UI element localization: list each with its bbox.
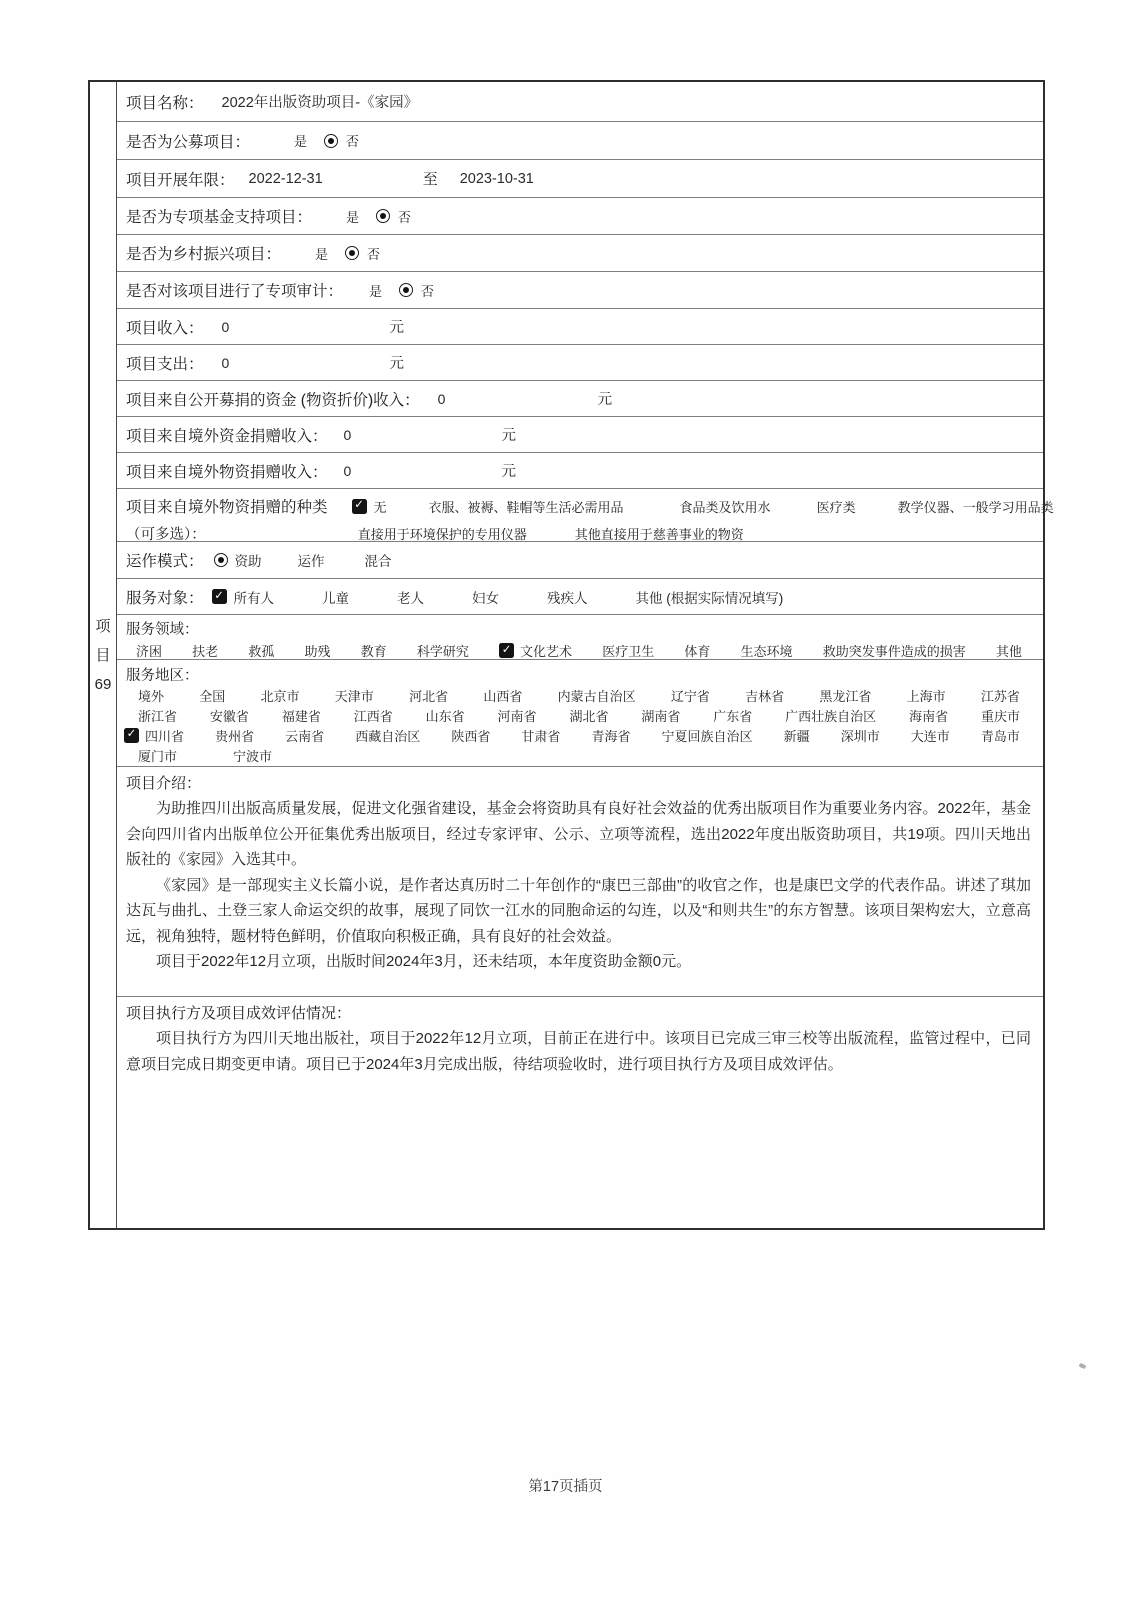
project-income-value: 0 bbox=[221, 318, 230, 335]
option-yes: 是 bbox=[315, 246, 329, 262]
row-project-period bbox=[117, 160, 1043, 198]
project-name-label: 项目名称： bbox=[126, 94, 204, 112]
goods-type-line-2 bbox=[126, 523, 1034, 544]
option-no: 否 bbox=[367, 246, 381, 262]
service-area-option: 云南省 bbox=[285, 728, 325, 744]
public-donation-income-label: 项目来自公开募捐的资金 (物资折价)收入： bbox=[126, 391, 420, 409]
service-area-option: 福建省 bbox=[281, 708, 321, 724]
row-project-name bbox=[117, 82, 1043, 122]
row-overseas-fund-income bbox=[117, 417, 1043, 453]
option-no: 否 bbox=[421, 283, 435, 299]
service-field-label: 服务领域： bbox=[126, 622, 199, 638]
side-char-2: 目 bbox=[95, 647, 111, 664]
service-target-option: 残疾人 bbox=[547, 590, 588, 606]
side-char-1: 项 bbox=[95, 618, 111, 635]
form-main-column bbox=[117, 82, 1054, 1228]
row-project-intro bbox=[117, 767, 1043, 997]
service-field-option: 生态环境 bbox=[740, 644, 793, 659]
goods-type-option: 医疗类 bbox=[816, 499, 856, 515]
goods-type-checked-option: 无 bbox=[373, 499, 387, 515]
service-area-option: 上海市 bbox=[906, 688, 946, 704]
overseas-fund-income-label: 项目来自境外资金捐赠收入： bbox=[126, 427, 328, 445]
row-public-fundraising bbox=[117, 122, 1043, 160]
project-name-value: 2022年出版资助项目-《家园》 bbox=[221, 95, 419, 111]
service-target-label: 服务对象： bbox=[126, 589, 204, 607]
service-field-option: 科学研究 bbox=[416, 644, 469, 659]
service-area-option: 青海省 bbox=[591, 728, 631, 744]
project-index-label bbox=[90, 612, 116, 699]
project-intro-paragraph-3: 项目于2022年12月立项，出版时间2024年3月，还未结项，本年度资助金额0元。 bbox=[156, 953, 692, 970]
project-expense-value: 0 bbox=[221, 354, 230, 371]
row-special-fund bbox=[117, 198, 1043, 235]
option-yes: 是 bbox=[369, 283, 383, 299]
row-public-donation-income bbox=[117, 381, 1043, 417]
row-operation-mode bbox=[117, 542, 1043, 579]
special-fund-label: 是否为专项基金支持项目： bbox=[126, 209, 313, 226]
service-target-option: 儿童 bbox=[322, 590, 350, 606]
special-audit-label: 是否对该项目进行了专项审计： bbox=[126, 283, 344, 300]
service-area-label: 服务地区： bbox=[126, 668, 199, 684]
service-area-option: 黑龙江省 bbox=[819, 688, 872, 704]
service-area-option: 大连市 bbox=[910, 728, 950, 744]
overseas-goods-income-value: 0 bbox=[343, 462, 352, 479]
checkbox-checked-icon bbox=[352, 499, 367, 514]
public-donation-income-value: 0 bbox=[437, 390, 446, 407]
service-area-option: 重庆市 bbox=[980, 708, 1020, 724]
operation-mode-option: 运作 bbox=[297, 554, 325, 569]
service-field-option: 助残 bbox=[304, 644, 331, 659]
service-field-option: 救孤 bbox=[248, 644, 275, 659]
goods-type-option: 衣服、被褥、鞋帽等生活必需用品 bbox=[428, 499, 624, 515]
service-area-option: 天津市 bbox=[334, 688, 374, 704]
radio-selected-icon bbox=[345, 246, 359, 260]
checkbox-checked-icon bbox=[212, 589, 227, 604]
project-intro-paragraph-2: 《家园》是一部现实主义长篇小说，是作者达真历时二十年创作的“康巴三部曲”的收官之作，也是康巴文学的代表作品。讲述了琪加达瓦与曲扎、土登三家人命运交织的故事，展现了同饮一江水的同胞命运的勾连，以及“和则共生”的东方智慧。该项目架构宏大，立意高远，视角独特，题材特色鲜明，价值取向积极正确，具有良好的社会效益。 bbox=[126, 876, 1031, 945]
goods-type-option: 其他直接用于慈善事业的物资 bbox=[574, 527, 744, 542]
goods-type-label-multiselect: （可多选）： bbox=[126, 527, 206, 543]
project-income-label: 项目收入： bbox=[126, 319, 204, 337]
service-area-checked: 四川省 bbox=[145, 728, 185, 744]
side-number: 69 bbox=[94, 676, 112, 693]
checkbox-checked-icon bbox=[499, 643, 514, 658]
service-target-option: 老人 bbox=[397, 590, 425, 606]
service-field-checked-item bbox=[499, 641, 572, 660]
service-field-option: 救助突发事件造成的损害 bbox=[822, 644, 966, 659]
operation-mode-option: 混合 bbox=[364, 554, 392, 569]
option-yes: 是 bbox=[294, 134, 308, 149]
period-to-label: 至 bbox=[422, 171, 438, 188]
service-area-option: 境外 bbox=[138, 688, 165, 704]
service-field-option: 济困 bbox=[136, 644, 163, 659]
row-project-income bbox=[117, 309, 1043, 345]
goods-type-option: 教学仪器、一般学习用品类 bbox=[897, 499, 1054, 515]
service-area-option: 山西省 bbox=[483, 688, 523, 704]
service-target-option: 其他 (根据实际情况填写) bbox=[635, 590, 784, 606]
service-area-line-4 bbox=[126, 745, 1034, 765]
option-no: 否 bbox=[346, 134, 360, 149]
public-fundraising-label: 是否为公募项目： bbox=[126, 133, 251, 151]
service-area-option: 河南省 bbox=[497, 708, 537, 724]
service-area-option: 宁波市 bbox=[233, 748, 273, 764]
project-index-cell bbox=[90, 82, 117, 1228]
option-no: 否 bbox=[398, 209, 412, 225]
service-area-checked-item bbox=[124, 726, 184, 745]
goods-type-option: 直接用于环境保护的专用仪器 bbox=[357, 527, 527, 542]
service-area-option: 湖北省 bbox=[569, 708, 609, 724]
service-area-option: 北京市 bbox=[260, 688, 300, 704]
row-service-field bbox=[117, 615, 1043, 660]
service-field-option: 体育 bbox=[684, 644, 711, 659]
service-area-option: 西藏自治区 bbox=[355, 728, 421, 744]
rural-revitalization-label: 是否为乡村振兴项目： bbox=[126, 246, 282, 263]
currency-unit: 元 bbox=[597, 392, 613, 408]
row-project-expense bbox=[117, 345, 1043, 381]
service-area-option: 甘肃省 bbox=[521, 728, 561, 744]
service-field-option: 其他 bbox=[995, 644, 1022, 659]
service-field-option: 扶老 bbox=[192, 644, 219, 659]
service-area-option: 浙江省 bbox=[138, 708, 178, 724]
service-area-line-2 bbox=[126, 705, 1034, 725]
service-target-option: 妇女 bbox=[472, 590, 500, 606]
page-number: 第17页插页 bbox=[528, 1479, 603, 1495]
executor-evaluation-label: 项目执行方及项目成效评估情况： bbox=[126, 1005, 352, 1022]
project-period-label: 项目开展年限： bbox=[126, 171, 235, 189]
service-target-checked: 所有人 bbox=[233, 590, 275, 606]
option-yes: 是 bbox=[346, 209, 360, 225]
row-special-audit bbox=[117, 272, 1043, 309]
currency-unit: 元 bbox=[501, 428, 517, 444]
service-area-option: 辽宁省 bbox=[670, 688, 710, 704]
service-field-option: 教育 bbox=[360, 644, 387, 659]
period-start-date: 2022-12-31 bbox=[248, 170, 323, 187]
operation-mode-label: 运作模式： bbox=[126, 553, 204, 570]
row-executor-evaluation bbox=[117, 997, 1043, 1228]
project-expense-label: 项目支出： bbox=[126, 355, 204, 373]
goods-type-line-1 bbox=[126, 495, 1054, 517]
project-form-table bbox=[88, 80, 1054, 1230]
service-area-option: 山东省 bbox=[425, 708, 465, 724]
service-area-option: 海南省 bbox=[909, 708, 949, 724]
overseas-goods-income-label: 项目来自境外物资捐赠收入： bbox=[126, 463, 328, 481]
service-area-option: 吉林省 bbox=[745, 688, 785, 704]
service-area-option: 贵州省 bbox=[215, 728, 255, 744]
service-area-option: 江西省 bbox=[353, 708, 393, 724]
radio-selected-icon bbox=[214, 553, 228, 567]
service-area-option: 江苏省 bbox=[980, 688, 1020, 704]
currency-unit: 元 bbox=[389, 356, 405, 372]
service-area-line-3 bbox=[126, 725, 1034, 745]
service-area-option: 厦门市 bbox=[138, 748, 178, 764]
service-area-option: 广西壮族自治区 bbox=[785, 708, 877, 724]
service-field-option: 医疗卫生 bbox=[602, 644, 655, 659]
row-overseas-goods-type bbox=[117, 489, 1054, 543]
row-service-target bbox=[117, 579, 1043, 615]
row-rural-revitalization bbox=[117, 235, 1043, 272]
radio-selected-icon bbox=[324, 134, 338, 148]
row-overseas-goods-income bbox=[117, 453, 1043, 489]
service-area-option: 全国 bbox=[199, 688, 226, 704]
project-intro-label: 项目介绍： bbox=[126, 775, 202, 792]
service-area-option: 内蒙古自治区 bbox=[557, 688, 636, 704]
service-area-option: 深圳市 bbox=[840, 728, 880, 744]
service-field-checked: 文化艺术 bbox=[520, 644, 573, 659]
project-intro-paragraph-1: 为助推四川出版高质量发展，促进文化强省建设，基金会将资助具有良好社会效益的优秀出版项目作为重要业务内容。2022年，基金会向四川省内出版单位公开征集优秀出版项目，经过专家评审、公示、立项等流程，选出2022年度出版资助项目，共19项。四川天地出版社的《家园》入选其中。 bbox=[126, 800, 1031, 868]
service-area-option: 安徽省 bbox=[209, 708, 249, 724]
period-end-date: 2023-10-31 bbox=[459, 170, 534, 187]
goods-type-label: 项目来自境外物资捐赠的种类 bbox=[126, 499, 328, 516]
service-area-line-1 bbox=[126, 685, 1034, 705]
service-area-option: 新疆 bbox=[783, 728, 810, 744]
overseas-fund-income-value: 0 bbox=[343, 426, 352, 443]
service-area-option: 宁夏回族自治区 bbox=[661, 728, 753, 744]
currency-unit: 元 bbox=[389, 320, 405, 336]
checkbox-checked-icon bbox=[124, 728, 139, 743]
service-area-option: 陕西省 bbox=[451, 728, 491, 744]
operation-mode-selected: 资助 bbox=[234, 554, 262, 569]
goods-type-option: 食品类及饮用水 bbox=[679, 499, 771, 515]
service-area-option: 湖南省 bbox=[641, 708, 681, 724]
row-service-area bbox=[117, 660, 1043, 767]
executor-evaluation-paragraph: 项目执行方为四川天地出版社，项目于2022年12月立项，目前正在进行中。该项目已完成三审三校等出版流程，监管过程中，已同意项目完成日期变更申请。项目已于2024年3月完成出版，待结项验收时，进行项目执行方及项目成效评估。 bbox=[126, 1030, 1031, 1073]
service-area-option: 青岛市 bbox=[980, 728, 1020, 744]
service-area-option: 河北省 bbox=[409, 688, 449, 704]
radio-selected-icon bbox=[399, 283, 413, 297]
scan-artifact bbox=[1078, 1363, 1086, 1370]
radio-selected-icon bbox=[376, 209, 390, 223]
currency-unit: 元 bbox=[501, 464, 517, 480]
service-field-options bbox=[126, 641, 1034, 660]
service-area-option: 广东省 bbox=[713, 708, 753, 724]
